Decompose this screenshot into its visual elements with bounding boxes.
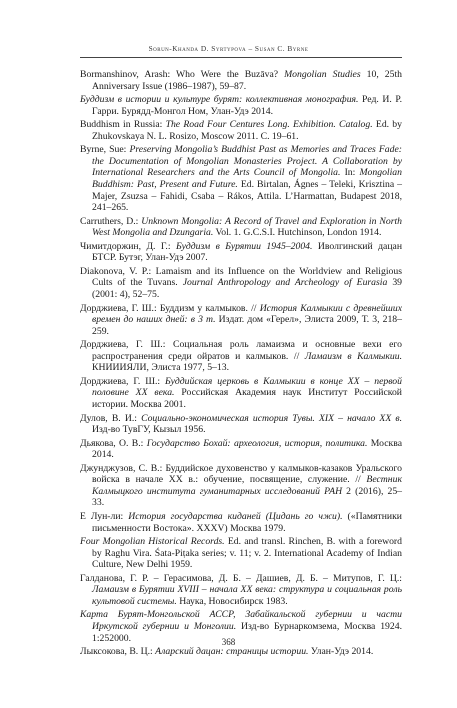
entry-text: Ed. Birtalan, Ágnes – Teleki, Krisztina – Majer, Zsuzsa – Fahidi, Csaba – Rákos, Attila. L’Harmattan, Budapest 2018, 241–265. [92,179,403,214]
entry-title: Preserving Mongolia’s Buddhist Past as Memories and Traces Fade: the Documentation of Mongolian Monasteries Project. A Collaboration by International Researchers and the Arts Council of Mongolia. [92,144,402,179]
entry-text: Дулов, В. И.: [80,412,142,424]
bibliography-entry [80,438,402,461]
entry-text: 39 (2001: 4), 52–75. [92,277,403,301]
bibliography-entry [80,413,402,436]
entry-text: Ред. И. Р. Гарри. Бурядд-Монгол Ном, Улан-Удэ 2014. [92,94,402,117]
entry-text: Изд-во ТувГУ, Кызыл 1956. [92,424,206,436]
entry-text: Дорджиева, Г. Ш.: [80,375,166,387]
entry-text: In: [340,167,360,179]
header-rule [80,57,402,58]
running-head: Sorun-Khanda D. Syrtypova – Susan C. Byrne [148,44,309,53]
entry-text: Иволгинский дацан БТСР. Бутэг, Улан-Удэ 2007. [92,240,403,264]
entry-text: Москва 2014. [92,437,402,461]
entry-text: Buddhism in Russia: [80,119,166,131]
entry-title: Буддизм в Бурятии 1945–2004. [175,240,313,252]
entry-title: История государства киданей (Цидань го чжи). [128,510,343,522]
entry-text: Лыксокова, В. Ц.: [80,646,156,658]
bibliography-entry [80,94,402,117]
entry-title: Mongolian Buddhism: Past, Present and Future. [92,167,402,191]
entry-text: Е Лун-ли: [80,510,129,522]
entry-title: История Калмыкии с древнейших времен до наших дней: в 3 т. [92,302,402,326]
entry-text: Vol. 1. G.C.S.I. Hutchinson, London 1914. [213,227,382,239]
entry-title: Ламаизм в Бурятии XVIII – начала XX века: структура и социальная роль культовой системы. [92,584,402,607]
bibliography-entry [80,144,402,214]
entry-text: Byrne, Sue: [80,144,130,156]
entry-text: Ed. by Zhukovskaya N. L. Rosizo, Moscow 2011. С. 19–61. [92,119,402,142]
entry-text: 10, 25th Anniversary Issue (1986–1987), 59–87. [92,69,402,92]
entry-title: Journal Anthropology and Archeology of Eurasia [182,277,388,289]
bibliography-entry [80,303,402,338]
entry-text: Российская Академия наук Институт Российской истории. Москва 2001. [92,387,402,411]
entry-text: Bormanshinov, Arash: Who Were the Buzāva? [80,69,285,80]
entry-title: Unknown Mongolia: A Record of Travel and Exploration in North West Mongolia and Dzungaria. [92,215,402,239]
bibliography-entry [80,216,402,239]
bibliography-entry [80,119,402,142]
entry-title: Mongolian Studies [284,69,361,80]
entry-title: Буддийская церковь в Калмыкии в конце XX – первой половине XX века. [92,375,402,399]
entry-text: КНИИИЯЛИ, Элиста 1977, 5–13. [92,362,229,374]
entry-title: Карта Бурят-Монгольской АССР, Забайкальской губернии и части Иркутской губернии и Монголии. [80,609,402,632]
bibliography-entry [80,573,402,608]
entry-text: Дорджиева, Г. Ш.: Социальная роль ламаизма и основные вехи его распространения среди ойратов и калмыков. // [80,339,402,362]
entry-text: Наука, Новосибирск 1983. [176,595,288,607]
bibliography-entry [80,69,402,92]
bibliography-entry [80,241,402,264]
entry-text: Изд-во Бурнаркомзема, Москва 1924. 1:252000. [92,620,402,644]
bibliography-entry [80,536,402,571]
entry-title: Аларский дацан: страницы истории. [155,646,309,658]
entry-title: Буддизм в истории и культуре бурят: коллективная монография. [80,94,359,106]
entry-title: Ламаизм в Калмыкии. [304,350,402,362]
entry-text: Ed. and transl. Rinchen, B. with a foreword by Raghu Vira. Śata-Piṭaka series; v. 11; v. 2. International Academy of Indian Culture, New Delhi 1959. [92,536,402,571]
entry-text: Галданова, Г. Р. – Герасимова, Д. Б. – Дашиев, Д. Б. – Митупов, Г. Ц.: [80,572,402,584]
bibliography-entry [80,266,402,301]
entry-text: Джунджузов, С. В.: Буддийское духовенство у калмыков-казаков Уральского войска в начале XX в.: обучение, посвящение, служение. // [80,462,402,486]
entry-text: Дорджиева, Г. Ш.: Буддизм у калмыков. // [80,302,260,314]
bibliography-entry [80,376,402,411]
entry-title: Вестник Калмыцкого института гуманитарных исследований РАН [92,474,402,497]
bibliography-entry [80,646,402,658]
entry-text: 2 (2016), 25–33. [92,485,403,509]
page-number: 368 [221,637,236,647]
entry-text: Diakonova, V. P.: Lamaism and its Influence on the Worldview and Religious Cults of the Tuvans. [80,265,402,289]
entry-text: Дьякова, О. В.: [80,437,147,449]
bibliography-list [80,69,402,660]
entry-text: Чимитдоржин, Д. Г.: [80,240,176,252]
entry-title: Государство Бохай: археология, история, политика. [146,437,368,449]
bibliography-entry [80,463,402,509]
bibliography-entry [80,339,402,374]
entry-title: Four Mongolian Historical Records. [80,536,225,548]
bibliography-entry [80,511,402,534]
entry-text: Carruthers, D.: [80,215,142,227]
entry-text: Издат. дом «Герел», Элиста 2009, Т. 3, 218–259. [92,314,402,337]
entry-text: («Памятники письменности Востока». XXXV) Москва 1979. [92,510,402,534]
entry-title: The Road Four Centures Long. Exhibition. Catalog. [165,119,373,131]
entry-title: Социально-экономическая история Тувы. XIX – начало XX в. [141,412,402,424]
entry-text: Улан-Удэ 2014. [308,646,374,658]
